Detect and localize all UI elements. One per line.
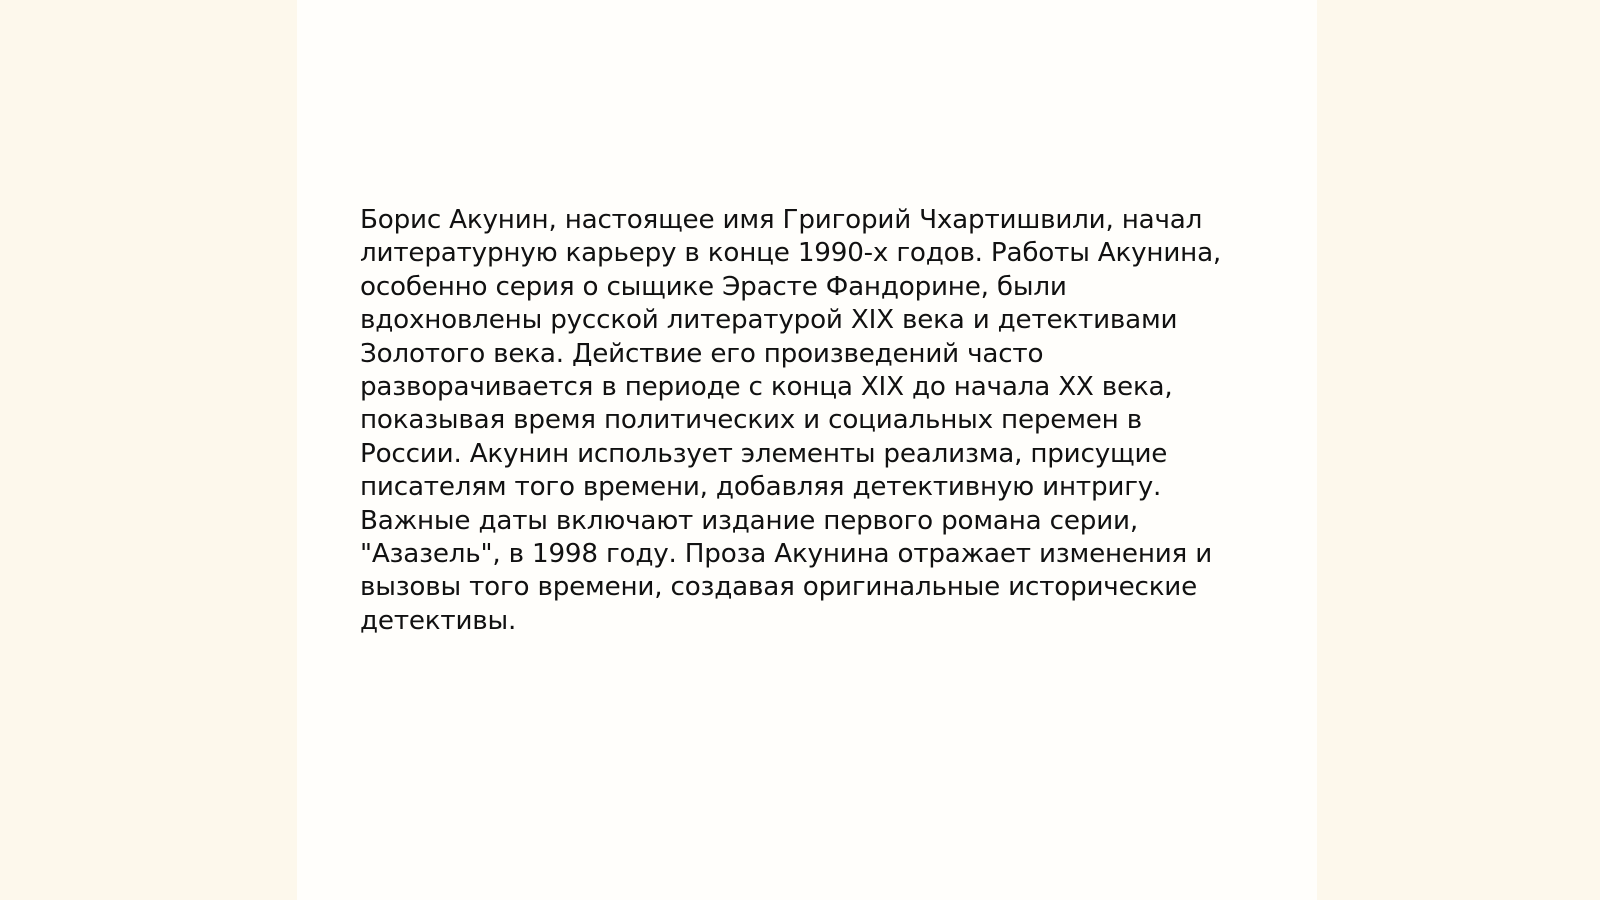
- paragraph-line: вдохновлены русской литературой XIX века и детективами: [360, 305, 1178, 336]
- paragraph-line: разворачивается в периоде с конца XIX до начала XX века,: [360, 372, 1173, 403]
- paragraph-line: Золотого века. Действие его произведений часто: [360, 338, 1044, 369]
- paragraph-line: писателям того времени, добавляя детективную интригу.: [360, 472, 1162, 503]
- paragraph-line: России. Акунин использует элементы реализма, присущие: [360, 438, 1168, 469]
- paragraph-line: показывая время политических и социальных перемен в: [360, 405, 1142, 436]
- paragraph-line: Борис Акунин, настоящее имя Григорий Чхартишвили, начал: [360, 205, 1203, 235]
- paragraph-line: "Азазель", в 1998 году. Проза Акунина отражает изменения и: [360, 539, 1213, 570]
- body-paragraph: [360, 204, 1260, 638]
- paragraph-line: детективы.: [360, 605, 517, 636]
- paragraph-line: литературную карьеру в конце 1990-х годов. Работы Акунина,: [360, 238, 1222, 269]
- paragraph-line: Важные даты включают издание первого романа серии,: [360, 505, 1138, 536]
- paragraph-line: вызовы того времени, создавая оригинальные исторические: [360, 572, 1198, 603]
- document-page: [297, 0, 1317, 900]
- paragraph-line: особенно серия о сыщике Эрасте Фандорине, были: [360, 271, 1067, 302]
